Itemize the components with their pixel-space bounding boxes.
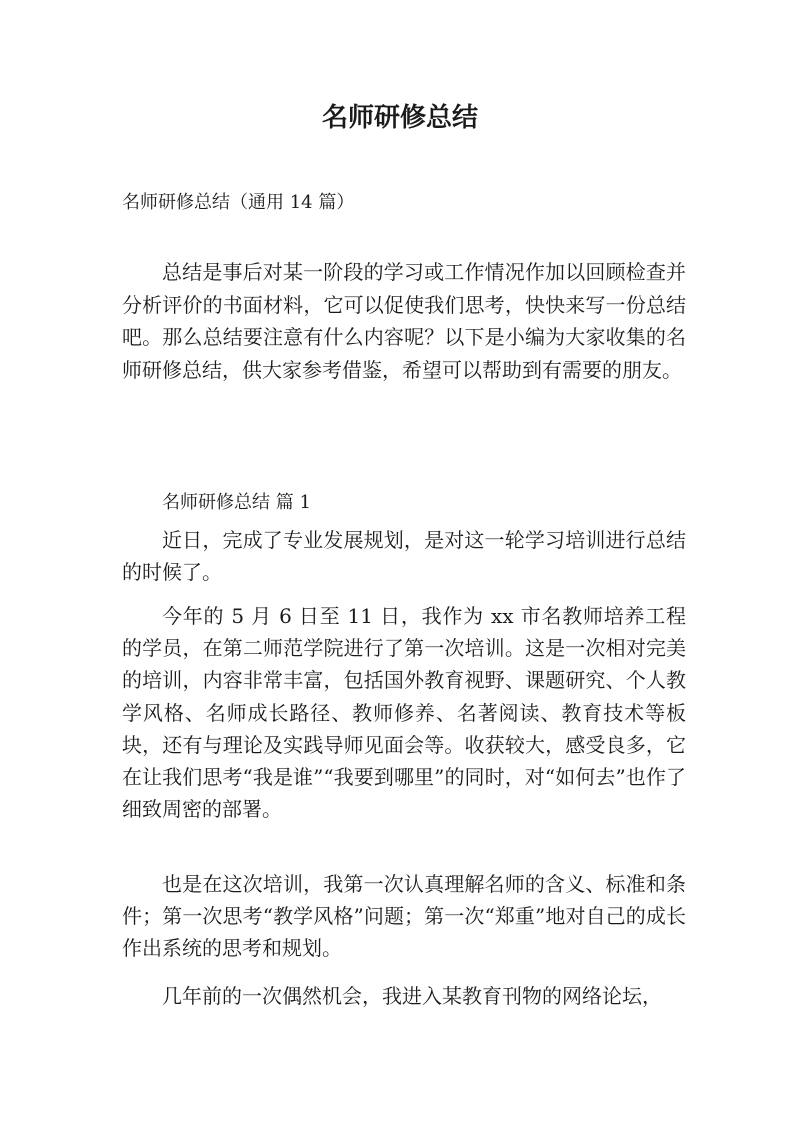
body-paragraph: 近日，完成了专业发展规划，是对这一轮学习培训进行总结的时候了。 xyxy=(122,528,686,584)
document-title: 名师研修总结 xyxy=(321,103,478,133)
intro-paragraph: 总结是事后对某一阶段的学习或工作情况作加以回顾检查并分析评价的书面材料，它可以促使我们思考，快快来写一份总结吧。那么总结要注意有什么内容呢？以下是小编为大家收集的名师研修总结，供大家参考借鉴，希望可以帮助到有需要的朋友。 xyxy=(122,260,686,382)
document-subtitle: 名师研修总结（通用 14 篇） xyxy=(122,192,355,213)
body-paragraph: 也是在这次培训，我第一次认真理解名师的含义、标准和条件；第一次思考“教学风格”问题；第一次“郑重”地对自己的成长作出系统的思考和规划。 xyxy=(122,872,686,961)
body-paragraph: 几年前的一次偶然机会，我进入某教育刊物的网络论坛， xyxy=(162,984,662,1008)
section-heading: 名师研修总结 篇 1 xyxy=(162,492,311,513)
body-paragraph: 今年的 5 月 6 日至 11 日，我作为 xx 市名教师培养工程的学员，在第二师范学院进行了第一次培训。这是一次相对完美的培训，内容非常丰富，包括国外教育视野、课题研究、个人教学风格、名师成长路径、教师修养、名著阅读、教育技术等板块，还有与理论及实践导师见面会等。收获较大，感受良多，它在让我们思考“我是谁”“我要到哪里”的同时，对“如何去”也作了细致周密的部署。 xyxy=(122,604,686,822)
